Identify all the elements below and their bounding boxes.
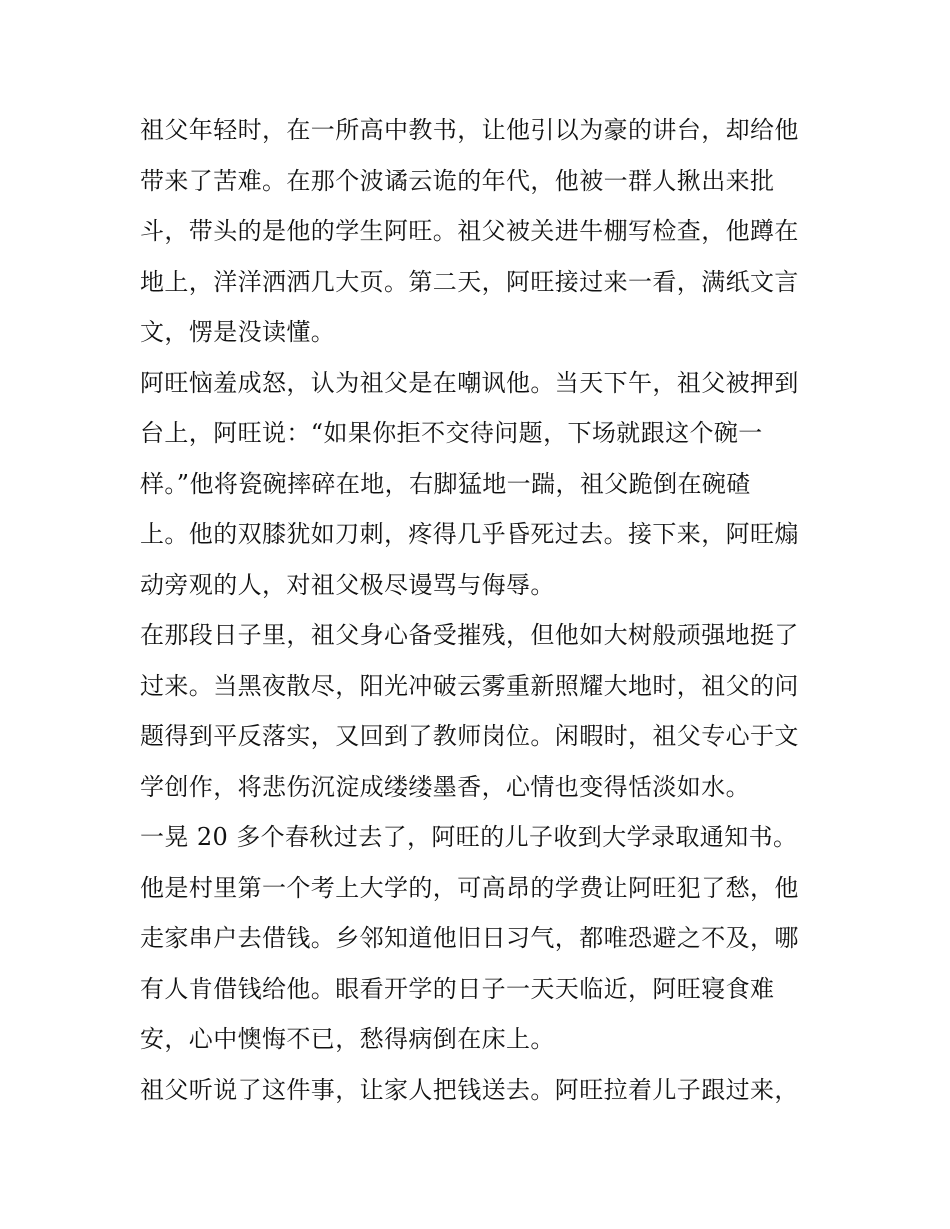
text-line: 祖父年轻时，在一所高中教书，让他引以为豪的讲台，却给他 [140, 116, 799, 144]
text-line: 斗，带头的是他的学生阿旺。祖父被关进牛棚写检查，他蹲在 [140, 217, 799, 245]
text-line: 带来了苦难。在那个波谲云诡的年代，他被一群人揪出来批 [140, 166, 775, 195]
text-line: 一晃 20 多个春秋过去了，阿旺的儿子收到大学录取通知书。 [140, 823, 798, 851]
text-line: 学创作，将悲伤沉淀成缕缕墨香，心情也变得恬淡如水。 [140, 772, 750, 801]
text-line: 阿旺恼羞成怒，认为祖父是在嘲讽他。当天下午，祖父被押到 [140, 368, 799, 397]
text-line: 题得到平反落实，又回到了教师岗位。闲暇时，祖父专心于文 [140, 722, 799, 750]
text-line: 文，愣是没读懂。 [140, 318, 336, 346]
body-text [140, 105, 820, 1115]
text-line: 祖父听说了这件事，让家人把钱送去。阿旺拉着儿子跟过来， [140, 1075, 799, 1104]
text-line: 过来。当黑夜散尽，阳光冲破云雾重新照耀大地时，祖父的问 [140, 671, 799, 700]
text-line: 走家串户去借钱。乡邻知道他旧日习气，都唯恐避之不及，哪 [140, 924, 799, 952]
text-line: 动旁观的人，对祖父极尽谩骂与侮辱。 [140, 570, 555, 599]
text-line: 地上，洋洋洒洒几大页。第二天，阿旺接过来一看，满纸文言 [140, 267, 799, 296]
text-line: 有人肯借钱给他。眼看开学的日子一天天临近，阿旺寝食难 [140, 974, 775, 1003]
text-line: 样。”他将瓷碗摔碎在地，右脚猛地一踹，祖父跪倒在碗碴 [140, 469, 751, 498]
text-line: 上。他的双膝犹如刀刺，疼得几乎昏死过去。接下来，阿旺煽 [140, 520, 799, 548]
text-line: 安，心中懊悔不已，愁得病倒在床上。 [140, 1025, 555, 1053]
text-line: 在那段日子里，祖父身心备受摧残，但他如大树般顽强地挺了 [140, 621, 799, 649]
text-line: 他是村里第一个考上大学的，可高昂的学费让阿旺犯了愁，他 [140, 873, 799, 902]
text-line: 台上，阿旺说：“如果你拒不交待问题，下场就跟这个碗一 [140, 419, 763, 447]
